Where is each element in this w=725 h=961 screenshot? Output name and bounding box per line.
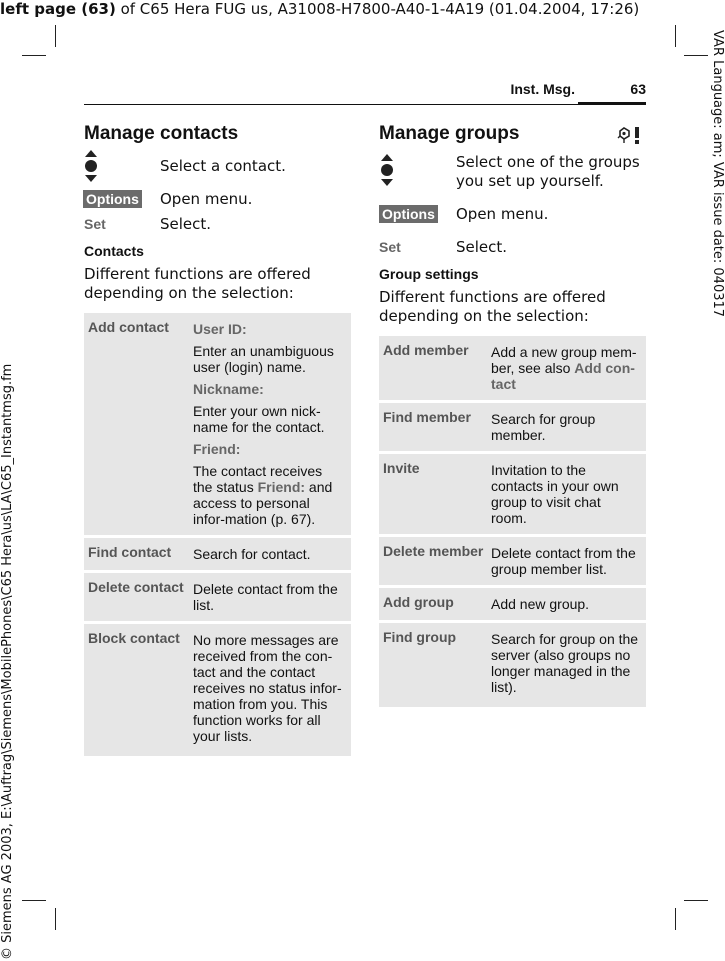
running-header-title: Inst. Msg. xyxy=(510,81,575,97)
add-group-name: Add group xyxy=(379,587,491,622)
side-note-left xyxy=(0,363,18,960)
add-member-desc xyxy=(491,336,646,402)
select-contact-text: Select a contact. xyxy=(160,157,286,175)
table-row xyxy=(379,453,646,536)
crop-mark xyxy=(55,908,56,930)
user-id-text: Enter an unambiguous user (login) name. xyxy=(193,343,334,375)
add-member-name: Add member xyxy=(383,342,469,358)
invite-desc: Invitation to the contacts in your own group to visit chat room. xyxy=(491,453,646,536)
page-source-bold: left page (63) xyxy=(0,0,116,18)
find-member-desc: Search for group member. xyxy=(491,402,646,453)
options-text: Open menu. xyxy=(456,205,549,223)
block-contact-desc: No more messages are received from the con-tact and the contact receives no status infor-mation from you. This function works for all your lists. xyxy=(193,623,351,757)
crop-mark xyxy=(675,908,676,930)
navigation-key-icon xyxy=(380,154,394,186)
copyright-path: © Siemens AG 2003, E:\Auftrag\Siemens\MobilePhones\C65 Hera\us\LA\C65_Instantmsg.fm xyxy=(0,363,15,960)
set-softkey: Set xyxy=(379,239,401,255)
friend-text-highlight: Friend: xyxy=(257,479,306,495)
friend-text-end: and access to personal infor-mation (p. 67). xyxy=(193,479,333,527)
options-softkey: Options xyxy=(379,205,438,223)
friend-text xyxy=(193,463,345,527)
manage-contacts-heading: Manage contacts xyxy=(84,123,239,144)
manage-groups-heading: Manage groups xyxy=(379,123,520,144)
table-row xyxy=(379,336,646,402)
delete-contact-name: Delete contact xyxy=(84,572,193,623)
find-group-name: Find group xyxy=(379,622,491,708)
user-id-label: User ID: xyxy=(193,321,247,337)
group-settings-intro: Different functions are offered depending on the selection: xyxy=(379,288,606,325)
find-member-name: Find member xyxy=(379,402,491,453)
delete-member-desc: Delete contact from the group member list. xyxy=(491,536,646,587)
invite-name: Invite xyxy=(379,453,491,536)
add-contact-desc xyxy=(193,313,351,537)
table-row xyxy=(379,587,646,622)
header-divider xyxy=(84,104,646,105)
table-row xyxy=(84,572,351,623)
select-group-text: Select one of the groups you set up yourself. xyxy=(456,153,640,190)
crop-mark xyxy=(55,25,56,47)
crop-mark xyxy=(684,900,708,901)
table-row xyxy=(84,313,351,537)
crop-mark xyxy=(675,25,676,47)
table-row xyxy=(84,537,351,572)
contacts-intro: Different functions are offered depending on the selection: xyxy=(84,265,311,302)
add-contact-name: Add contact xyxy=(88,319,169,335)
nickname-text: Enter your own nick-name for the contact. xyxy=(193,403,325,435)
nickname-label: Nickname: xyxy=(193,381,264,397)
group-settings-subheading: Group settings xyxy=(379,266,479,282)
side-note-right xyxy=(707,30,725,430)
crop-mark xyxy=(22,900,46,901)
friend-label: Friend: xyxy=(193,441,241,457)
add-group-desc: Add new group. xyxy=(491,587,646,622)
block-contact-name: Block contact xyxy=(84,623,193,757)
set-softkey: Set xyxy=(84,216,106,232)
group-function-table xyxy=(379,336,646,707)
find-contact-desc: Search for contact. xyxy=(193,537,351,572)
set-text: Select. xyxy=(160,215,212,233)
options-softkey: Options xyxy=(83,190,142,208)
network-service-icon xyxy=(617,125,645,145)
table-row xyxy=(84,623,351,757)
set-text: Select. xyxy=(456,238,508,256)
page-source-rest: of C65 Hera FUG us, A31008-H7800-A40-1-4A19 (01.04.2004, 17:26) xyxy=(115,0,640,18)
page-number: 63 xyxy=(630,81,646,97)
options-text: Open menu. xyxy=(160,190,253,208)
table-row xyxy=(379,536,646,587)
table-row xyxy=(379,402,646,453)
table-row xyxy=(379,622,646,708)
find-contact-name: Find contact xyxy=(84,537,193,572)
var-info: VAR Language: am; VAR issue date: 040317 xyxy=(710,30,725,318)
crop-mark xyxy=(684,55,708,56)
friend-text-start: The contact receives the status xyxy=(193,463,323,495)
contacts-subheading: Contacts xyxy=(84,243,144,259)
contacts-function-table xyxy=(84,313,351,756)
find-group-desc: Search for group on the server (also groups no longer managed in the list). xyxy=(491,622,646,708)
crop-mark xyxy=(22,55,46,56)
add-member-desc-text: Add a new group mem-ber, see also xyxy=(491,344,637,376)
page-source-header xyxy=(0,0,725,18)
delete-contact-desc: Delete contact from the list. xyxy=(193,572,351,623)
navigation-key-icon xyxy=(84,150,98,182)
delete-member-name: Delete member xyxy=(379,536,491,587)
add-member-desc-link: Add con-tact xyxy=(491,360,635,392)
